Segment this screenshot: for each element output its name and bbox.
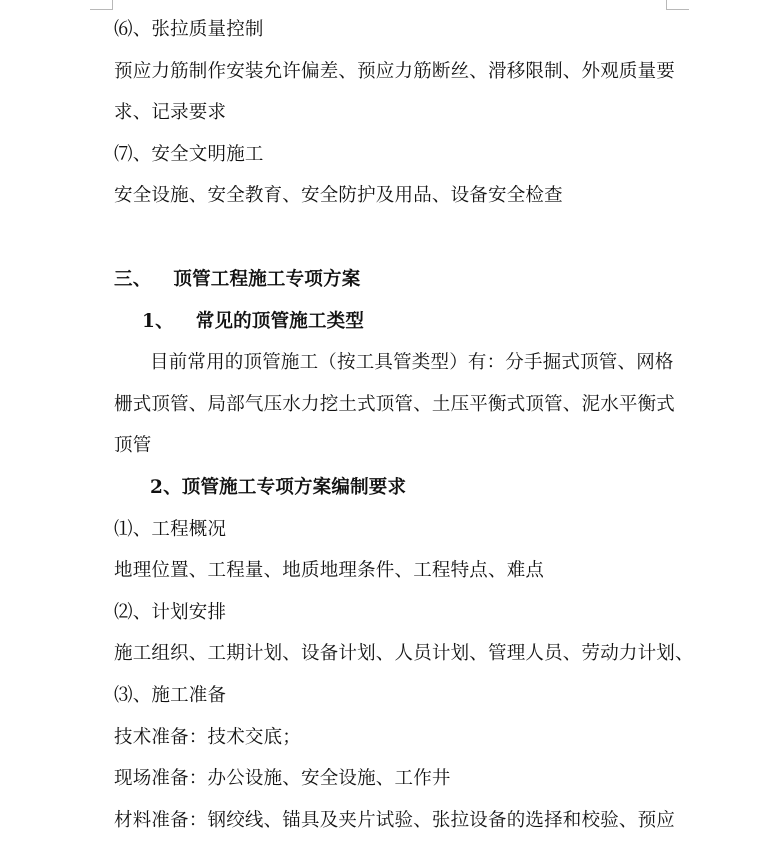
section-title: 顶管工程施工专项方案 [173,269,361,290]
body-text-line: 技术准备：技术交底； [114,727,302,748]
body-text-line: 顶管 [114,435,152,456]
section-heading-3 [114,268,674,292]
list-item-project-overview: ⑴、工程概况 [114,519,227,540]
subsection-title: 常见的顶管施工类型 [195,311,365,332]
body-text-line: 预应力筋制作安装允许偏差、预应力筋断丝、滑移限制、外观质量要 [114,61,676,82]
list-item-tension-quality-control: ⑹、张拉质量控制 [114,19,264,40]
body-text-line: 现场准备：办公设施、安全设施、工作井 [114,768,451,789]
subsection-heading-1 [142,310,702,334]
subsection-heading-2: 2、顶管施工专项方案编制要求 [150,477,407,498]
list-item-safety-civilized-construction: ⑺、安全文明施工 [114,144,264,165]
body-text-line: 施工组织、工期计划、设备计划、人员计划、管理人员、劳动力计划、 [114,643,694,664]
body-text-line: 目前常用的顶管施工（按工具管类型）有：分手掘式顶管、网格 [150,352,674,373]
body-text-line: 安全设施、安全教育、安全防护及用品、设备安全检查 [114,185,563,206]
body-text-line: 栅式顶管、局部气压水力挖土式顶管、土压平衡式顶管、泥水平衡式 [114,394,676,415]
list-item-plan-arrangement: ⑵、计划安排 [114,602,227,623]
list-item-construction-preparation: ⑶、施工准备 [114,685,227,706]
body-text-line: 材料准备：钢绞线、锚具及夹片试验、张拉设备的选择和校验、预应 [114,810,676,831]
section-number: 三、 [114,269,152,290]
body-text-line: 地理位置、工程量、地质地理条件、工程特点、难点 [114,560,545,581]
subsection-number: 1、 [142,311,174,332]
body-text-line: 求、记录要求 [114,102,227,123]
